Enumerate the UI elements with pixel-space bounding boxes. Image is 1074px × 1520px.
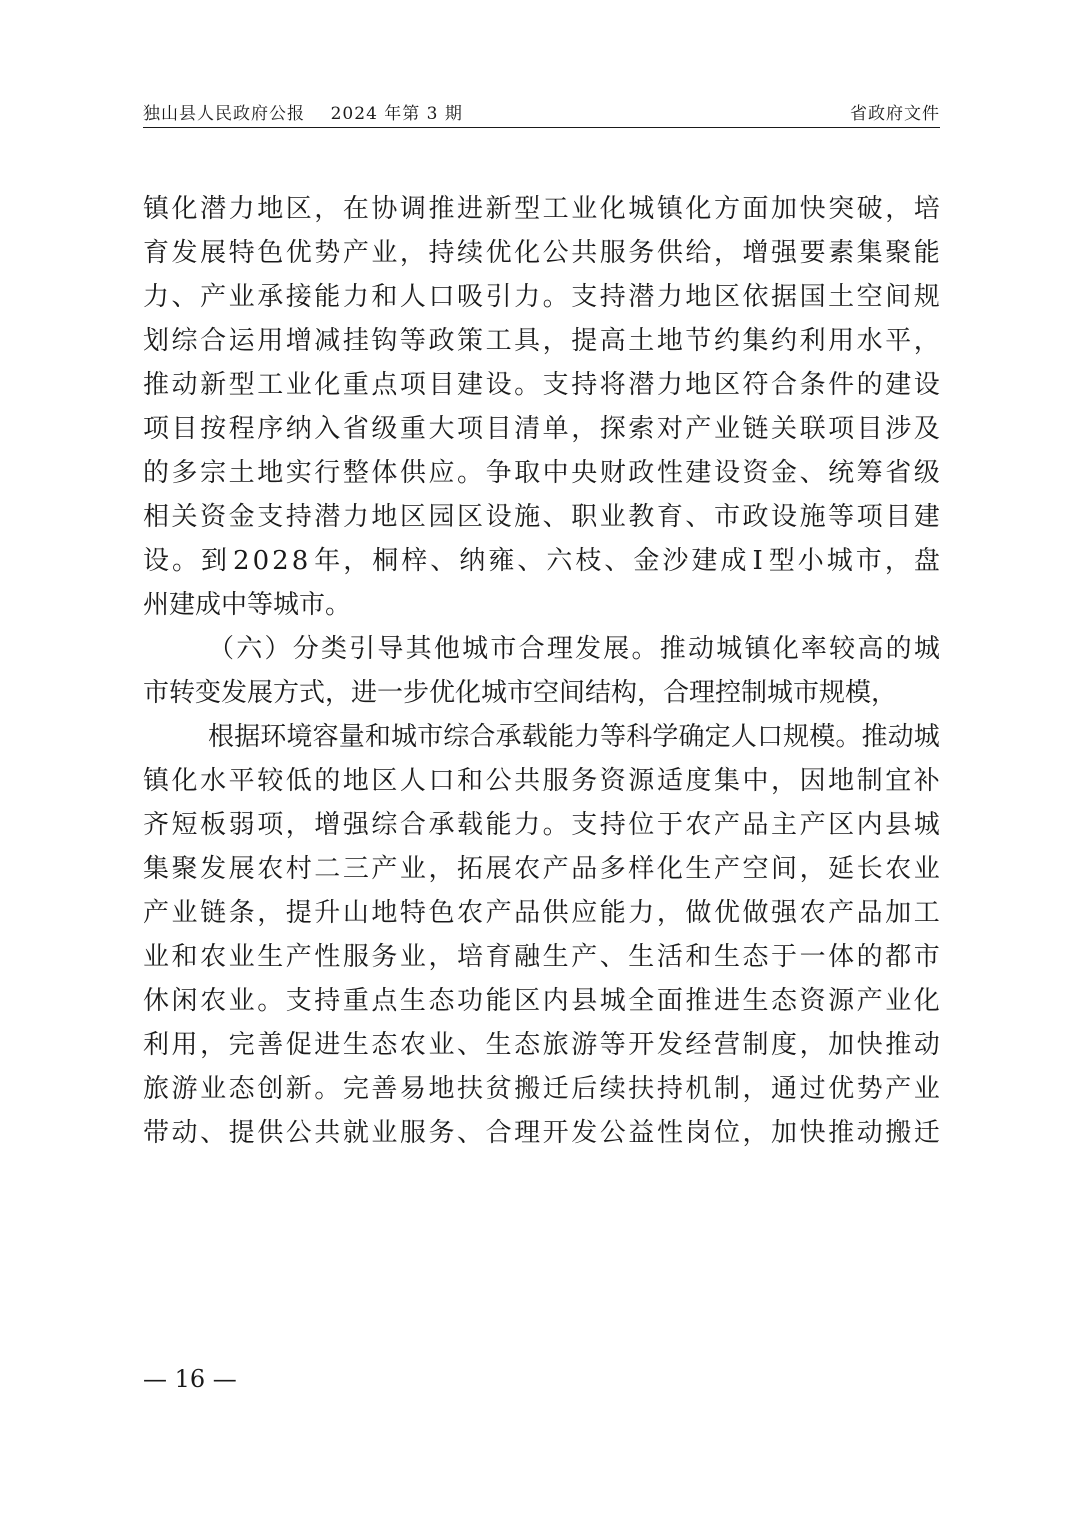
body-line-19: 休 闲 农 业 。 支 持 重 点 生 态 功 能 区 内 县 城 全 面 推 进 生 态 资 源 产 业 化 [143,986,940,1016]
body-line-1: 镇 化 潜 力 地 区 ， 在 协 调 推 进 新 型 工 业 化 城 镇 化 方 面 加 快 突 破 ， 培 [143,194,940,224]
body-line-3: 力 、 产 业 承 接 能 力 和 人 口 吸 引 力 。 支 持 潜 力 地 区 依 据 国 土 空 间 规 [143,282,940,312]
body-line-16: 集 聚 发 展 农 村 二 三 产 业 ， 拓 展 农 产 品 多 样 化 生 产 空 间 ， 延 长 农 业 [143,854,940,884]
body-line-8: 相 关 资 金 支 持 潜 力 地 区 园 区 设 施 、 职 业 教 育 、 市 政 设 施 等 项 目 建 [143,502,940,532]
body-line-17: 产 业 链 条 ， 提 升 山 地 特 色 农 产 品 供 应 能 力 ， 做 优 做 强 农 产 品 加 工 [143,898,940,928]
body-line-7: 的 多 宗 土 地 实 行 整 体 供 应 。 争 取 中 央 财 政 性 建 设 资 金 、 统 筹 省 级 [143,458,940,488]
body-line-6: 项 目 按 程 序 纳 入 省 级 重 大 项 目 清 单 ， 探 索 对 产 业 链 关 联 项 目 涉 及 [143,414,940,444]
body-line-20: 利 用 ， 完 善 促 进 生 态 农 业 、 生 态 旅 游 等 开 发 经 营 制 度 ， 加 快 推 动 [143,1030,940,1060]
body-line-5: 推 动 新 型 工 业 化 重 点 项 目 建 设 。 支 持 将 潜 力 地 区 符 合 条 件 的 建 设 [143,370,940,400]
body-line-2: 育 发 展 特 色 优 势 产 业 ， 持 续 优 化 公 共 服 务 供 给 ， 增 强 要 素 集 聚 能 [143,238,940,268]
body-line-9: 设 。 到 2 0 2 8 年 ， 桐 梓 、 纳 雍 、 六 枝 、 金 沙 建 成 I 型 小 城 市 ， 盘 [143,546,940,576]
body-line-22: 带 动 、 提 供 公 共 就 业 服 务 、 合 理 开 发 公 益 性 岗 位 ， 加 快 推 动 搬 迁 [143,1118,940,1148]
body-line-4: 划 综 合 运 用 增 减 挂 钩 等 政 策 工 具 ， 提 高 土 地 节 约 集 约 利 用 水 平 ， [143,326,940,356]
section-heading-line: 根 据 环 境 容 量 和 城 市 综 合 承 载 能 力 等 科 学 确 定 人 口 规 模 。 推 动 城 [208,722,940,752]
header-rule [143,127,940,128]
body-line-14: 镇 化 水 平 较 低 的 地 区 人 口 和 公 共 服 务 资 源 适 度 集 中 ， 因 地 制 宜 补 [143,766,940,796]
body-line-10: 州建成中等城市。 [143,590,352,620]
body-line-21: 旅 游 业 态 创 新 。 完 善 易 地 扶 贫 搬 迁 后 续 扶 持 机 制 ， 通 过 优 势 产 业 [143,1074,940,1104]
header-section-title: 省政府文件 [850,104,940,124]
body-line-15: 齐 短 板 弱 项 ， 增 强 综 合 承 载 能 力 。 支 持 位 于 农 产 品 主 产 区 内 县 城 [143,810,940,840]
page-number: — 16 — [143,1365,237,1393]
header-publication-issue: 独山县人民政府公报 2024 年第 3 期 [143,104,463,124]
body-line-11: （ 六 ） 分 类 引 导 其 他 城 市 合 理 发 展 。 推 动 城 镇 化 率 较 高 的 城 [208,634,940,664]
body-line-12: 市转变发展方式，进一步优化城市空间结构，合理控制城市规模， [143,678,898,708]
body-line-18: 业 和 农 业 生 产 性 服 务 业 ， 培 育 融 生 产 、 生 活 和 生 态 于 一 体 的 都 市 [143,942,940,972]
